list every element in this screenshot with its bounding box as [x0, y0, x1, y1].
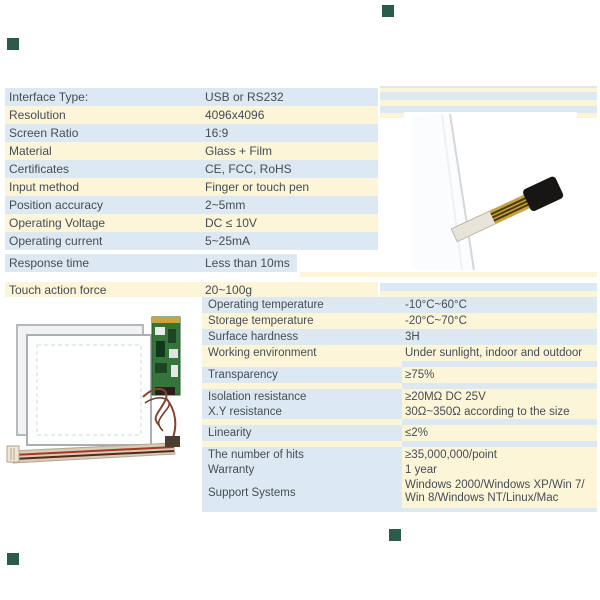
spec-label: Isolation resistance — [208, 390, 307, 403]
pcb-chip — [168, 329, 176, 343]
pcb-chip — [156, 341, 165, 357]
spec-value: 1 year — [405, 463, 437, 476]
spec-value: Windows 2000/Windows XP/Win 7/ Win 8/Windows NT/Linux/Mac — [405, 479, 585, 504]
spec-value: DC ≤ 10V — [205, 216, 257, 230]
spec-value: ≥35,000,000/point — [405, 448, 497, 461]
table-row — [5, 88, 378, 106]
spec-value: ≤2% — [405, 427, 428, 439]
spec-value: ≥75% — [405, 369, 435, 381]
pcb-component — [171, 365, 178, 377]
spec-value: 5~25mA — [205, 234, 251, 248]
pcb-chip — [155, 363, 167, 373]
product-photo-touch-panels — [5, 305, 197, 475]
cable-end-connector — [7, 446, 19, 462]
table-row — [5, 178, 378, 196]
row-band-right — [402, 425, 597, 441]
spec-value: Glass + Film — [205, 144, 273, 158]
green-marker — [382, 5, 394, 17]
spec-value: 2~5mm — [205, 198, 246, 212]
row-band-right — [402, 508, 597, 512]
pcb-gold-edge — [152, 317, 180, 323]
table-row — [5, 124, 378, 142]
spec-value: USB or RS232 — [205, 90, 284, 104]
spec-value: -20°C~70°C — [405, 315, 467, 327]
row-band-right — [402, 329, 597, 345]
spec-value: Under sunlight, indoor and outdoor — [405, 347, 583, 359]
spec-label: Operating temperature — [208, 299, 324, 311]
table-spacer-row — [202, 508, 597, 512]
spec-label: X.Y resistance — [208, 405, 282, 418]
table-row — [202, 404, 597, 419]
spec-value: 16:9 — [205, 126, 229, 140]
pcb-component — [155, 327, 165, 335]
table-row — [5, 196, 378, 214]
spec-value: Finger or touch pen — [205, 180, 310, 194]
spec-label: Operating Voltage — [9, 216, 106, 230]
cable-fold-connector — [165, 436, 180, 447]
spec-label: Surface hardness — [208, 331, 299, 343]
spec-label: Working environment — [208, 347, 317, 359]
product-photo-flex-cable — [404, 112, 577, 272]
spec-label: Resolution — [9, 108, 66, 122]
spec-label: Response time — [9, 256, 90, 270]
table-row — [202, 462, 597, 477]
spec-value: -10°C~60°C — [405, 299, 467, 311]
spec-value: 4096x4096 — [205, 108, 265, 122]
table-row — [5, 106, 378, 124]
controller-pcb — [152, 317, 180, 395]
green-marker — [389, 529, 401, 541]
spec-value: ≥20MΩ DC 25V — [405, 390, 486, 403]
table-row — [202, 313, 597, 329]
spec-label: Storage temperature — [208, 315, 314, 327]
spec-value: CE, FCC, RoHS — [205, 162, 292, 176]
spec-label: Position accuracy — [9, 198, 104, 212]
table-row — [202, 447, 597, 462]
panel-active-area — [37, 345, 141, 435]
flex-cable-illustration — [404, 112, 577, 272]
spec-value: 3H — [405, 331, 420, 343]
spec-label: Input method — [9, 180, 80, 194]
decor-stripe — [380, 92, 597, 100]
spec-label: Linearity — [208, 427, 252, 439]
pcb-component — [169, 349, 178, 358]
green-marker — [7, 38, 19, 50]
row-band-left — [202, 508, 402, 512]
spec-label: Interface Type: — [9, 90, 89, 104]
spec-label: Certificates — [9, 162, 70, 176]
spec-label: Transparency — [208, 369, 278, 381]
green-marker — [7, 553, 19, 565]
spec-value: 30Ω~350Ω according to the size — [405, 405, 570, 418]
table-row — [202, 329, 597, 345]
table-row — [5, 214, 378, 232]
table-row — [202, 477, 597, 508]
table-row — [5, 232, 378, 250]
table-row — [5, 282, 378, 297]
spec-label: Touch action force — [9, 282, 107, 297]
row-band-left — [5, 142, 378, 160]
table-row — [202, 345, 597, 361]
spec-label: Material — [9, 144, 52, 158]
table-row — [5, 254, 297, 272]
table-row — [202, 389, 597, 404]
spec-label: The number of hits — [208, 448, 304, 461]
spec-value: 20~100g — [205, 282, 253, 297]
table-row — [202, 425, 597, 441]
decor-stripe — [380, 283, 597, 291]
table-row — [5, 160, 378, 178]
table-row — [5, 142, 378, 160]
table-row — [202, 297, 597, 313]
spec-label: Support Systems — [208, 486, 296, 499]
table-row — [202, 367, 597, 383]
decor-stripe — [300, 272, 597, 277]
spec-label: Operating current — [9, 234, 103, 248]
spec-label: Screen Ratio — [9, 126, 79, 140]
spec-value: Less than 10ms — [205, 256, 290, 270]
spec-label: Warranty — [208, 463, 255, 476]
touch-panel-illustration — [5, 305, 197, 475]
